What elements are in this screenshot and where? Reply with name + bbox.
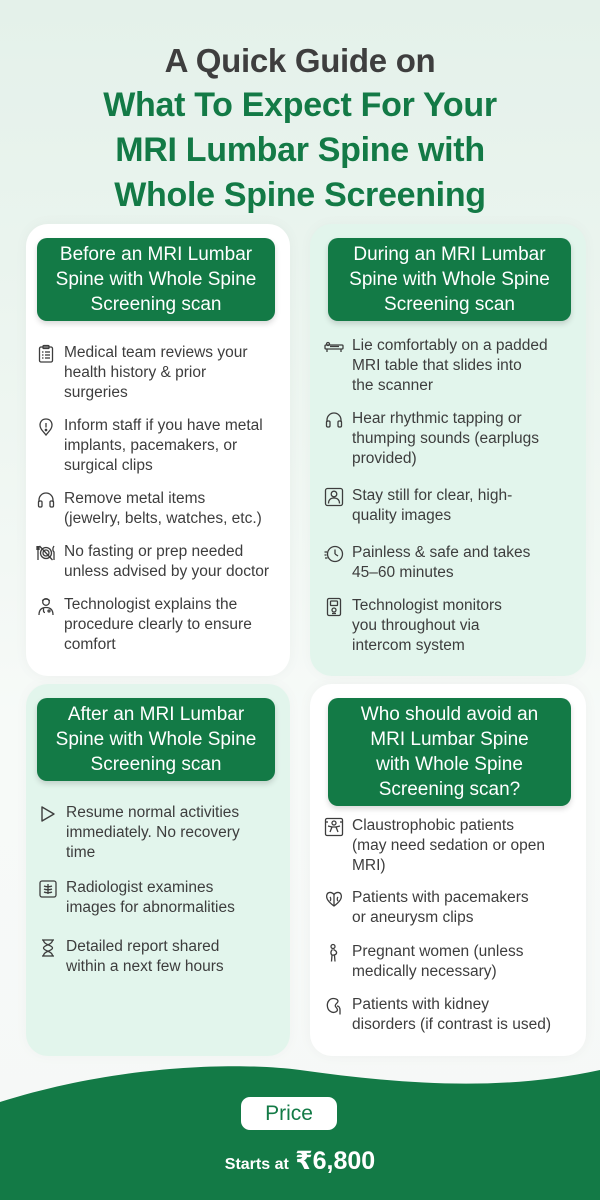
mri-table-icon [324,337,344,357]
item-line: MRI) [352,857,386,874]
title-line: Screening scan [90,754,222,775]
item-line: Inform staff if you have metal [64,417,263,434]
item-line: quality images [352,507,452,524]
item-line: Lie comfortably on a padded [352,337,548,354]
list-item [324,596,586,656]
item-line: provided) [352,450,417,467]
list-item [36,489,286,529]
item-line: Pregnant women (unless [352,943,524,960]
item-line: surgical clips [64,457,153,474]
item-line: intercom system [352,637,465,654]
item-line: the scanner [352,377,433,394]
list-item [324,486,586,526]
item-line: comfort [64,636,116,653]
item-line: procedure clearly to ensure [64,616,252,633]
list-item [38,937,288,977]
play-icon [38,804,58,824]
title-line: Spine with Whole Spine [55,729,257,750]
list-item [324,543,586,583]
item-line: Remove metal items [64,490,206,507]
item-line: implants, pacemakers, or [64,437,238,454]
item-line: Stay still for clear, high- [352,487,513,504]
list-item [36,595,286,655]
title-line: Screening scan [384,294,515,315]
price-starting-at [0,1146,600,1176]
price-badge: Price [241,1097,337,1130]
item-line: medically necessary) [352,963,497,980]
clock-icon [324,544,344,564]
kidney-icon [324,996,344,1016]
list-item [324,942,586,982]
item-line: Hear rhythmic tapping or [352,410,522,427]
shield-alert-icon [36,417,56,437]
item-line: immediately. No recovery [66,824,240,841]
list-item [38,803,288,863]
item-line: Patients with pacemakers [352,889,529,906]
page-header [0,38,600,218]
item-line: Claustrophobic patients [352,817,514,834]
price-label: Starts at [224,1156,289,1173]
item-line: (jewelry, belts, watches, etc.) [64,510,262,527]
item-line: or aneurysm clips [352,909,474,926]
item-line: Patients with kidney [352,996,489,1013]
title-line: Before an MRI Lumbar [59,244,253,265]
footer-wave-background [0,1062,600,1200]
technologist-icon [36,596,56,616]
title-line: Screening scan [90,294,222,315]
item-line: unless advised by your doctor [64,563,270,580]
item-line: 45–60 minutes [352,564,454,581]
header-line-4: Whole Spine Screening [114,176,486,214]
item-line: disorders (if contrast is used) [352,1016,551,1033]
title-line: After an MRI Lumbar [67,704,245,725]
list-item [38,878,288,918]
price-footer [0,1062,600,1200]
title-line: with Whole Spine [376,754,523,775]
item-line: images for abnormalities [66,899,235,916]
list-item [324,409,586,469]
list-item [324,995,586,1035]
person-still-icon [324,487,344,507]
plate-cutlery-icon [36,543,56,563]
header-line-1: A Quick Guide on [164,42,436,79]
header-line-2: What To Expect For Your [103,86,497,124]
item-line: (may need sedation or open [352,837,546,854]
during-card-title [328,238,571,321]
price-amount: ₹6,800 [295,1147,376,1175]
avoid-card-title [328,698,571,806]
pregnant-woman-icon [324,943,344,963]
list-item [36,343,286,403]
item-line: Radiologist examines [66,879,214,896]
item-line: thumping sounds (earplugs [352,430,539,447]
headphones-icon [324,410,344,430]
title-line: Screening scan? [378,779,521,800]
list-item [36,542,286,582]
heart-device-icon [324,889,344,909]
item-line: Detailed report shared [66,938,220,955]
title-line: Who should avoid an [360,704,539,725]
header-line-3: MRI Lumbar Spine with [115,131,485,169]
item-line: Painless & safe and takes [352,544,531,561]
item-line: MRI table that slides into [352,357,522,374]
after-card-title [37,698,275,781]
xray-icon [38,879,58,899]
headphones-icon [36,490,56,510]
claustrophobia-icon [324,817,344,837]
title-line: MRI Lumbar Spine [370,729,529,750]
item-line: Medical team reviews your [64,344,248,361]
hourglass-icon [38,938,58,958]
item-line: time [66,844,96,861]
intercom-icon [324,597,344,617]
title-line: Spine with Whole Spine [55,269,257,290]
clipboard-list-icon [36,344,56,364]
item-line: surgeries [64,384,128,401]
title-line: Spine with Whole Spine [349,269,550,290]
item-line: within a next few hours [66,958,224,975]
item-line: you throughout via [352,617,480,634]
list-item [324,336,586,396]
list-item [324,816,586,876]
list-item [324,888,586,928]
before-card-title [37,238,275,321]
item-line: health history & prior [64,364,207,381]
title-line: During an MRI Lumbar [353,244,546,265]
item-line: No fasting or prep needed [64,543,244,560]
item-line: Technologist monitors [352,597,502,614]
item-line: Technologist explains the [64,596,238,613]
item-line: Resume normal activities [66,804,240,821]
list-item [36,416,286,476]
